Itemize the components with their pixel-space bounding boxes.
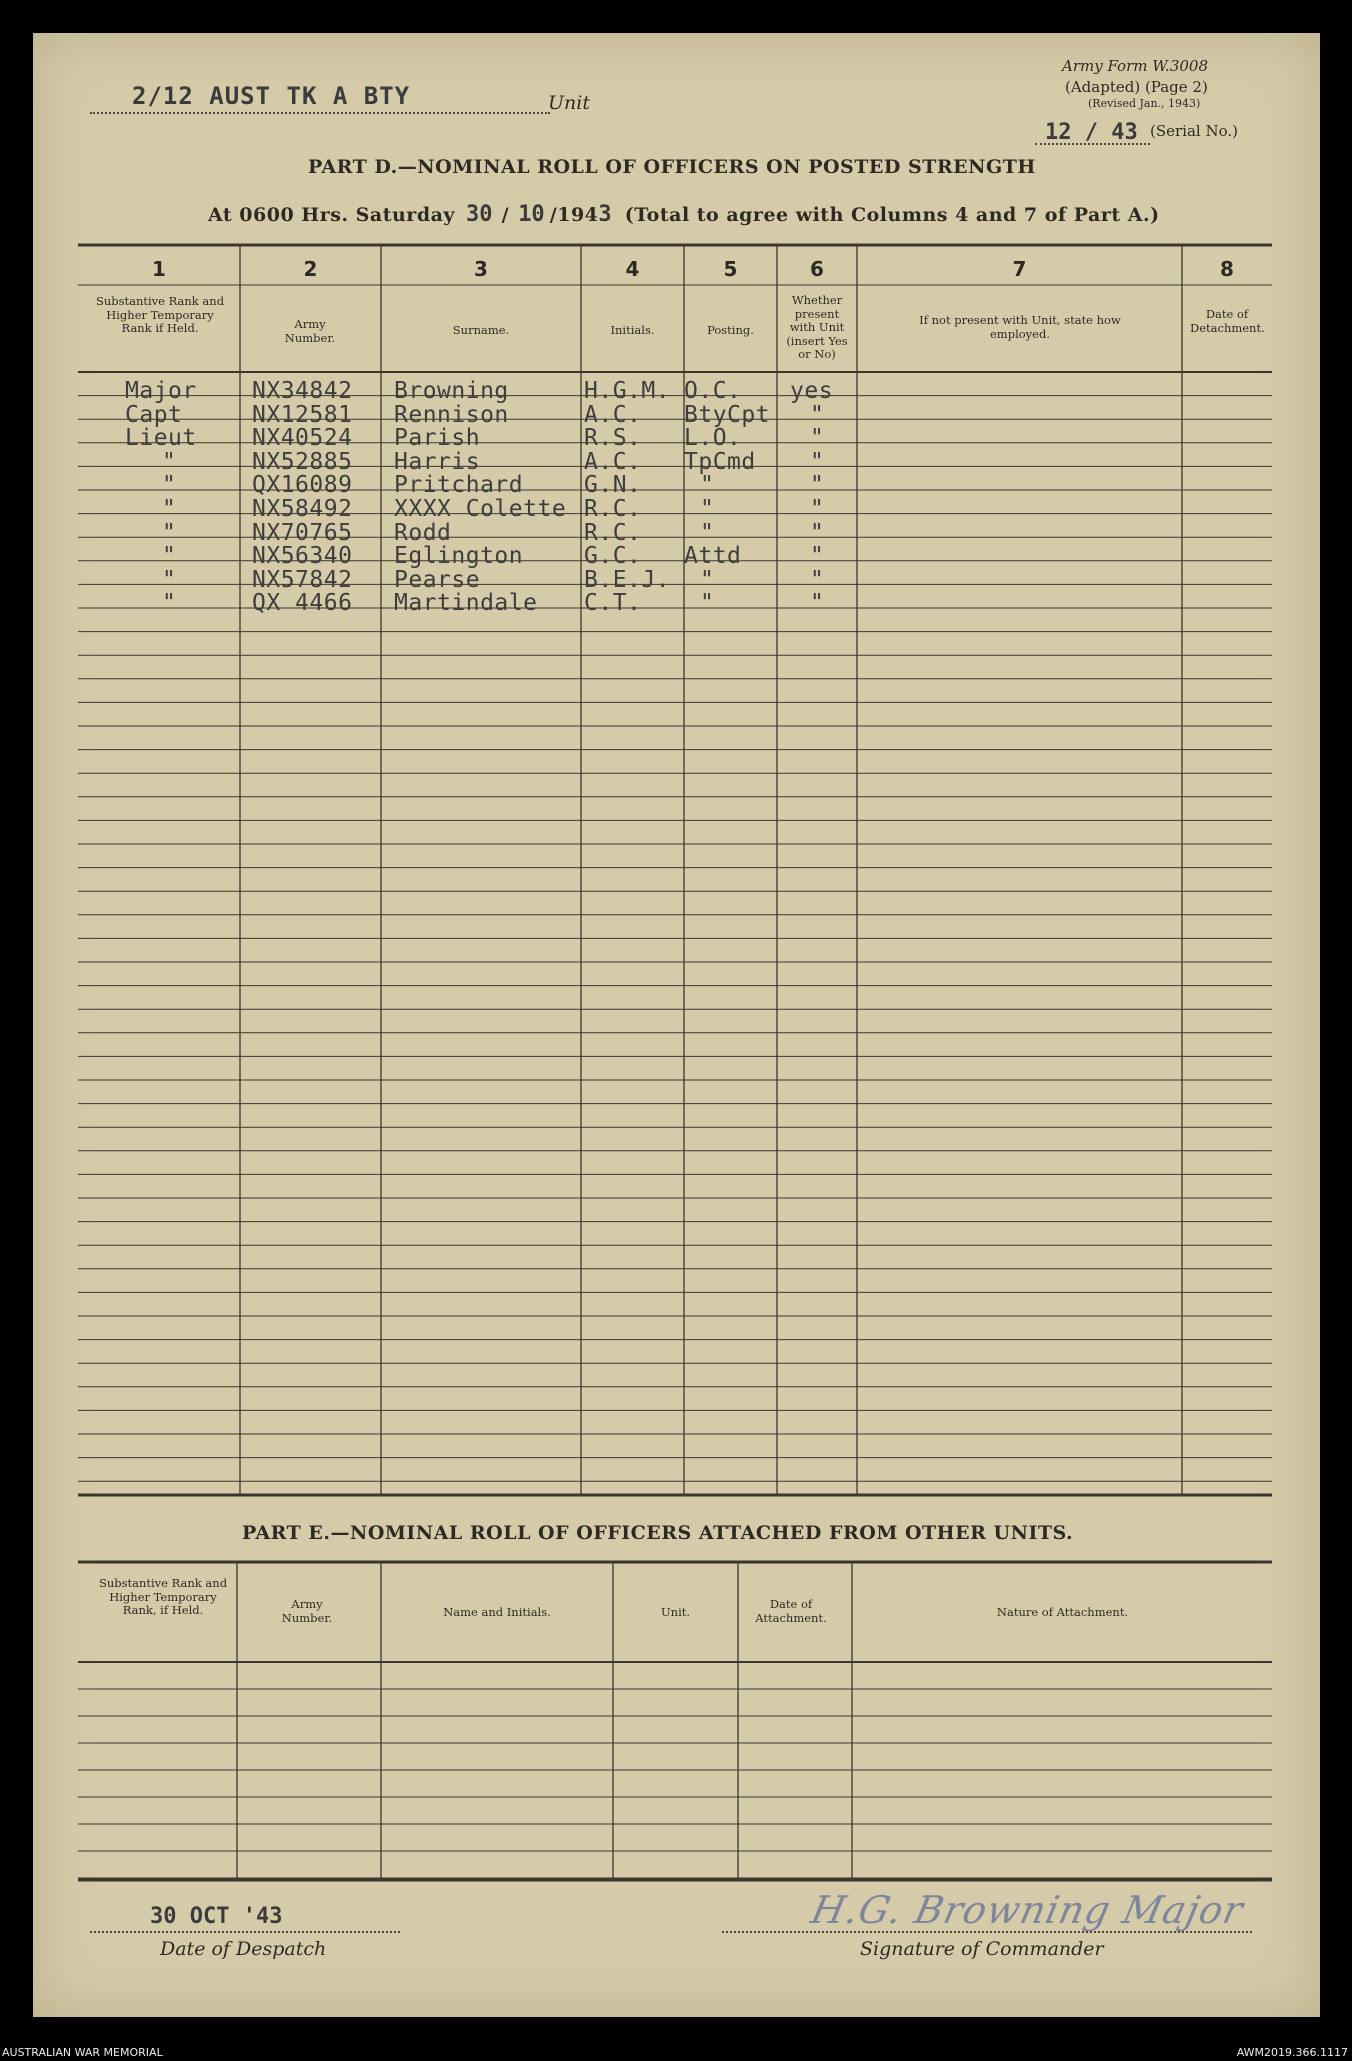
row-10-initials: C.T. — [584, 590, 642, 617]
part-e-title: PART E.—NOMINAL ROLL OF OFFICERS ATTACHED FROM OTHER UNITS. — [242, 1522, 1074, 1544]
despatch-value: 30 OCT '43 — [150, 1904, 283, 1929]
row-2-posting: BtyCpt — [684, 401, 771, 428]
row-4-number: NX52885 — [252, 448, 353, 475]
row-10-rank: " — [162, 590, 177, 617]
row-4-present: " — [810, 448, 825, 475]
form-revised: (Revised Jan., 1943) — [1088, 97, 1201, 110]
row-3-surname: Parish — [394, 425, 481, 452]
row-3-rank: Lieut — [125, 425, 197, 452]
date-separator: / — [501, 204, 510, 226]
row-7-initials: R.C. — [584, 519, 642, 546]
col-num-4: 4 — [625, 257, 640, 281]
row-9-surname: Pearse — [394, 566, 481, 593]
row-1-initials: H.G.M. — [584, 378, 671, 404]
row-9-posting: " — [700, 566, 715, 593]
row-2-rank: Capt — [125, 401, 183, 428]
row-9-initials: B.E.J. — [584, 566, 671, 593]
row-4-surname: Harris — [394, 448, 481, 475]
col-num-5: 5 — [723, 257, 738, 281]
e-head-unit: Unit. — [660, 1605, 691, 1619]
row-8-surname: Eglington — [394, 543, 524, 570]
row-1-surname: Browning — [394, 378, 509, 404]
col-head-employed: If not present with Unit, state how employed. — [919, 313, 1121, 341]
row-2-present: " — [810, 401, 825, 428]
date-year-prefix: /194 — [549, 204, 599, 226]
col-head-rank: Substantive Rank and Higher Temporary Rank if Held. — [95, 294, 225, 335]
row-4-rank: " — [162, 448, 177, 475]
signature-line — [722, 1931, 1252, 1933]
e-head-name: Name and Initials. — [443, 1605, 551, 1619]
row-3-posting: L.O. — [684, 425, 742, 452]
row-5-number: QX16089 — [252, 472, 353, 499]
row-5-initials: G.N. — [584, 472, 642, 499]
row-6-surname: XXXX Colette — [394, 496, 567, 522]
row-9-number: NX57842 — [252, 566, 353, 593]
date-month: 10 — [518, 202, 545, 227]
part-d-date-line — [208, 202, 1160, 227]
form-title: Army Form W.3008 — [1062, 57, 1208, 75]
row-3-initials: R.S. — [584, 425, 642, 452]
form-adapted: (Adapted) (Page 2) — [1065, 78, 1208, 96]
e-head-rank: Substantive Rank and Higher Temporary Rank, if Held. — [98, 1576, 228, 1617]
unit-line — [90, 112, 550, 114]
despatch-line — [90, 1931, 400, 1933]
row-1-rank: Major — [125, 378, 197, 404]
credit-left: AUSTRALIAN WAR MEMORIAL — [2, 2046, 163, 2059]
credit-bar — [0, 2041, 1352, 2061]
col-num-3: 3 — [474, 257, 488, 281]
col-head-present: Whether present with Unit (insert Yes or No) — [786, 293, 848, 361]
e-head-number: Army Number. — [281, 1597, 333, 1625]
col-num-8: 8 — [1220, 257, 1234, 281]
row-6-posting: " — [700, 496, 715, 522]
row-3-present: " — [810, 425, 825, 452]
row-10-posting: " — [700, 590, 715, 617]
row-1-present: yes — [790, 378, 834, 404]
row-6-present: " — [810, 496, 825, 522]
unit-value: 2/12 AUST TK A BTY — [132, 82, 411, 110]
row-7-rank: " — [162, 519, 177, 546]
col-num-7: 7 — [1012, 257, 1027, 281]
row-8-rank: " — [162, 543, 177, 570]
despatch-label: Date of Despatch — [160, 1938, 327, 1960]
row-6-number: NX58492 — [252, 496, 353, 522]
col-head-posting: Posting. — [707, 323, 754, 337]
col-head-initials: Initials. — [610, 323, 655, 337]
row-9-present: " — [810, 566, 825, 593]
row-8-posting: Attd — [684, 543, 742, 570]
date-suffix: (Total to agree with Columns 4 and 7 of Part A.) — [624, 204, 1160, 226]
row-5-surname: Pritchard — [394, 472, 524, 499]
row-5-rank: " — [162, 472, 177, 499]
row-8-initials: G.C. — [584, 543, 642, 570]
signature-label: Signature of Commander — [860, 1938, 1104, 1960]
row-7-number: NX70765 — [252, 519, 353, 546]
serial-value: 12 / 43 — [1045, 120, 1138, 145]
row-5-present: " — [810, 472, 825, 499]
col-head-detachment: Date of Detachment. — [1190, 307, 1265, 335]
col-head-surname: Surname. — [452, 323, 510, 337]
row-7-surname: Rodd — [394, 519, 452, 546]
row-7-present: " — [810, 519, 825, 546]
row-7-posting: " — [700, 519, 715, 546]
row-9-rank: " — [162, 566, 177, 593]
part-d-title: PART D.—NOMINAL ROLL OF OFFICERS ON POSTED STRENGTH — [308, 156, 1036, 178]
date-prefix: At 0600 Hrs. Saturday — [208, 204, 455, 226]
row-2-surname: Rennison — [394, 401, 509, 428]
commander-signature: H.G. Browning Major — [807, 1888, 1248, 1932]
col-num-2: 2 — [303, 257, 318, 281]
credit-right: AWM2019.366.1117 — [1236, 2046, 1348, 2059]
e-head-nature: Nature of Attachment. — [996, 1605, 1129, 1619]
row-3-number: NX40524 — [252, 425, 353, 452]
serial-label: (Serial No.) — [1150, 122, 1238, 140]
row-8-present: " — [810, 543, 825, 570]
row-8-number: NX56340 — [252, 543, 353, 570]
row-2-number: NX12581 — [252, 401, 353, 428]
unit-label: Unit — [548, 92, 590, 114]
col-head-number: Army Number. — [284, 317, 336, 345]
date-year-suffix: 3 — [598, 202, 612, 227]
row-10-surname: Martindale — [394, 590, 538, 617]
row-1-number: NX34842 — [252, 378, 353, 404]
e-head-date: Date of Attachment. — [755, 1597, 827, 1625]
serial-line — [1035, 143, 1150, 145]
date-day: 30 — [466, 202, 493, 227]
row-5-posting: " — [700, 472, 715, 499]
col-num-6: 6 — [810, 257, 824, 281]
row-1-posting: O.C. — [684, 378, 742, 404]
row-6-initials: R.C. — [584, 496, 642, 522]
col-num-1: 1 — [152, 257, 166, 281]
row-2-initials: A.C. — [584, 401, 642, 428]
row-10-number: QX 4466 — [252, 590, 353, 617]
row-4-posting: TpCmd — [684, 448, 756, 475]
row-6-rank: " — [162, 496, 177, 522]
row-10-present: " — [810, 590, 825, 617]
row-4-initials: A.C. — [584, 448, 642, 475]
